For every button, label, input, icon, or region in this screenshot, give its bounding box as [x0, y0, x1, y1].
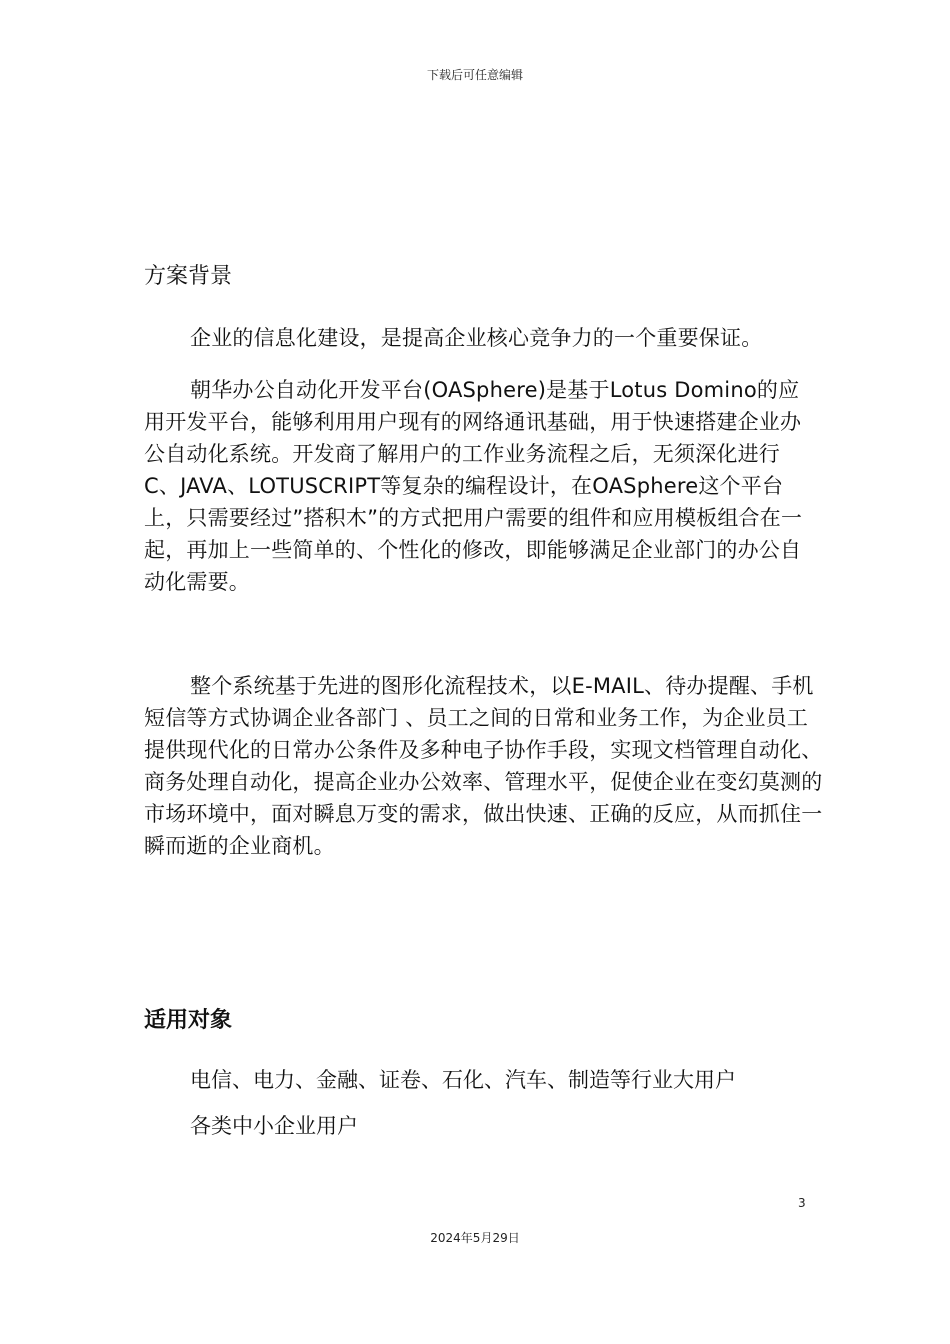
page-header: 下载后可任意编辑 [426, 68, 523, 82]
page-footer-date: 2024年5月29日 [430, 1231, 520, 1245]
list-item: 各类中小企业用户 [190, 1114, 358, 1138]
section-title-background: 方案背景 [144, 264, 233, 289]
page-number: 3 [798, 1196, 806, 1210]
section-title-audience: 适用对象 [144, 1008, 233, 1033]
list-item: 电信、电力、金融、证卷、石化、汽车、制造等行业大用户 [190, 1068, 736, 1092]
paragraph-intro: 企业的信息化建设，是提高企业核心竞争力的一个重要保证。 [190, 326, 763, 350]
paragraph-platform: 朝华办公自动化开发平台(OASphere)是基于Lotus Domino的应用开发平台，能够利用用户现有的网络通讯基础，用于快速搭建企业办公自动化系统。开发商了解用户的工作业务流程之后，无须深化进行C、JAVA、LOTUSCRIPT等复杂的编程设计，在OASphere这个平台上，只需要经过”搭积木”的方式把用户需要的组件和应用模板组合在一起，再加上一些简单的、个性化的修改，即能够满足企业部门的办公自动化需要。 [144, 378, 803, 594]
paragraph-system: 整个系统基于先进的图形化流程技术，以E-MAIL、待办提醒、手机短信等方式协调企业各部门 、员工之间的日常和业务工作，为企业员工提供现代化的日常办公条件及多种电子协作手段，实现文档管理自动化、商务处理自动化，提高企业办公效率、管理水平，促使企业在变幻莫测的市场环境中，面对瞬息万变的需求，做出快速、正确的反应，从而抓住一瞬而逝的企业商机。 [144, 674, 823, 858]
audience-list [190, 1064, 736, 1156]
